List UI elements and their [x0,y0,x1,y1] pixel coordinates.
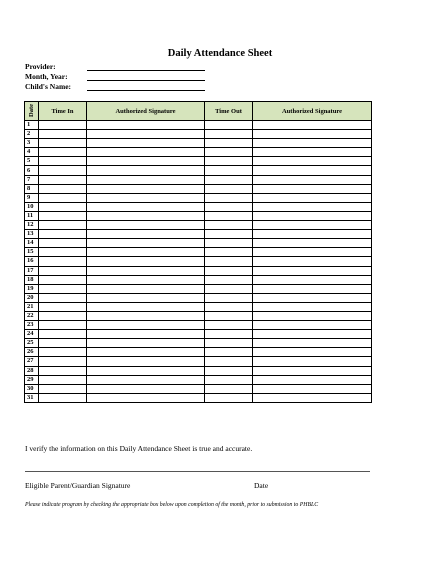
table-row [25,275,372,284]
signature-out-cell[interactable] [253,221,372,230]
time-in-cell[interactable] [39,302,87,311]
table-row [25,139,372,148]
signature-out-cell[interactable] [253,184,372,193]
signature-in-cell[interactable] [87,157,205,166]
time-out-cell[interactable] [205,348,253,357]
time-in-cell[interactable] [39,311,87,320]
signature-in-cell[interactable] [87,384,205,393]
table-row [25,293,372,302]
signature-in-cell[interactable] [87,348,205,357]
time-in-cell[interactable] [39,157,87,166]
day-number: 15 [25,248,39,257]
table-row [25,393,372,402]
time-out-cell[interactable] [205,148,253,157]
date-label: Date [254,481,269,490]
signature-out-cell[interactable] [253,121,372,130]
signature-in-cell[interactable] [87,139,205,148]
table-row [25,366,372,375]
time-in-cell[interactable] [39,248,87,257]
time-in-cell[interactable] [39,166,87,175]
table-row [25,130,372,139]
time-in-cell[interactable] [39,239,87,248]
time-in-cell[interactable] [39,130,87,139]
signature-in-cell[interactable] [87,357,205,366]
time-in-cell[interactable] [39,221,87,230]
time-out-cell[interactable] [205,184,253,193]
time-in-cell[interactable] [39,257,87,266]
childs-name-field[interactable] [87,90,205,91]
table-row [25,202,372,211]
time-in-cell[interactable] [39,293,87,302]
table-row [25,121,372,130]
table-row [25,266,372,275]
authorized-signature-header-2: Authorized Signature [253,102,372,121]
time-in-cell[interactable] [39,284,87,293]
table-row [25,248,372,257]
time-out-cell[interactable] [205,339,253,348]
signature-line[interactable] [25,471,370,472]
time-in-cell[interactable] [39,139,87,148]
signature-in-cell[interactable] [87,193,205,202]
signature-out-cell[interactable] [253,366,372,375]
signature-in-cell[interactable] [87,302,205,311]
day-number: 6 [25,166,39,175]
provider-field[interactable] [87,70,205,71]
time-in-cell[interactable] [39,266,87,275]
childs-name-label: Child's Name: [25,82,72,91]
signature-out-cell[interactable] [253,348,372,357]
day-number: 10 [25,202,39,211]
signature-out-cell[interactable] [253,321,372,330]
month-year-label: Month, Year: [25,72,68,81]
day-number: 17 [25,266,39,275]
day-number: 24 [25,330,39,339]
day-number: 22 [25,311,39,320]
signature-in-cell[interactable] [87,166,205,175]
table-row [25,302,372,311]
day-number: 29 [25,375,39,384]
time-out-cell[interactable] [205,157,253,166]
time-in-cell[interactable] [39,184,87,193]
day-number: 1 [25,121,39,130]
day-number: 5 [25,157,39,166]
authorized-signature-header: Authorized Signature [87,102,205,121]
time-in-cell[interactable] [39,275,87,284]
signature-in-cell[interactable] [87,330,205,339]
time-out-cell[interactable] [205,311,253,320]
time-in-cell[interactable] [39,348,87,357]
time-in-header: Time In [39,102,87,121]
signature-in-cell[interactable] [87,148,205,157]
time-out-cell[interactable] [205,248,253,257]
day-number: 16 [25,257,39,266]
time-out-cell[interactable] [205,230,253,239]
day-number: 4 [25,148,39,157]
time-in-cell[interactable] [39,366,87,375]
day-number: 2 [25,130,39,139]
time-in-cell[interactable] [39,330,87,339]
time-in-cell[interactable] [39,230,87,239]
page-title: Daily Attendance Sheet [167,48,273,59]
signature-out-cell[interactable] [253,193,372,202]
table-row [25,339,372,348]
signature-out-cell[interactable] [253,339,372,348]
signature-out-cell[interactable] [253,284,372,293]
signature-in-cell[interactable] [87,221,205,230]
signature-out-cell[interactable] [253,157,372,166]
day-number: 12 [25,221,39,230]
table-row [25,348,372,357]
signature-out-cell[interactable] [253,302,372,311]
signature-out-cell[interactable] [253,202,372,211]
time-out-cell[interactable] [205,293,253,302]
table-row [25,175,372,184]
table-row [25,311,372,320]
day-number: 25 [25,339,39,348]
signature-out-cell[interactable] [253,266,372,275]
time-out-cell[interactable] [205,130,253,139]
table-row [25,330,372,339]
time-out-cell[interactable] [205,384,253,393]
signature-in-cell[interactable] [87,202,205,211]
time-in-cell[interactable] [39,202,87,211]
time-out-cell[interactable] [205,211,253,220]
signature-in-cell[interactable] [87,366,205,375]
signature-out-cell[interactable] [253,257,372,266]
signature-in-cell[interactable] [87,130,205,139]
time-in-cell[interactable] [39,339,87,348]
signature-in-cell[interactable] [87,311,205,320]
time-out-cell[interactable] [205,302,253,311]
signature-out-cell[interactable] [253,166,372,175]
day-number: 13 [25,230,39,239]
day-number: 11 [25,211,39,220]
time-out-cell[interactable] [205,121,253,130]
table-row [25,257,372,266]
signature-out-cell[interactable] [253,393,372,402]
time-in-cell[interactable] [39,321,87,330]
signature-out-cell[interactable] [253,148,372,157]
signature-in-cell[interactable] [87,284,205,293]
day-number: 28 [25,366,39,375]
table-row [25,357,372,366]
signature-in-cell[interactable] [87,293,205,302]
time-in-cell[interactable] [39,375,87,384]
signature-in-cell[interactable] [87,393,205,402]
time-out-cell[interactable] [205,257,253,266]
day-number: 21 [25,302,39,311]
time-in-cell[interactable] [39,357,87,366]
table-row [25,166,372,175]
table-row [25,148,372,157]
signature-in-cell[interactable] [87,375,205,384]
time-out-cell[interactable] [205,366,253,375]
time-out-cell[interactable] [205,284,253,293]
table-row [25,193,372,202]
day-number: 9 [25,193,39,202]
signature-in-cell[interactable] [87,321,205,330]
time-out-cell[interactable] [205,275,253,284]
signature-out-cell[interactable] [253,139,372,148]
time-out-cell[interactable] [205,202,253,211]
day-number: 23 [25,321,39,330]
parent-signature-label: Eligible Parent/Guardian Signature [25,481,131,490]
signature-out-cell[interactable] [253,248,372,257]
day-number: 3 [25,139,39,148]
table-header-row [25,102,372,121]
provider-label: Provider: [25,62,56,71]
signature-in-cell[interactable] [87,239,205,248]
signature-in-cell[interactable] [87,175,205,184]
verify-statement: I verify the information on this Daily Attendance Sheet is true and accurate. [25,444,253,453]
day-number: 7 [25,175,39,184]
day-number: 27 [25,357,39,366]
table-row [25,239,372,248]
time-in-cell[interactable] [39,121,87,130]
signature-out-cell[interactable] [253,384,372,393]
signature-out-cell[interactable] [253,239,372,248]
table-row [25,321,372,330]
day-number: 20 [25,293,39,302]
signature-in-cell[interactable] [87,121,205,130]
signature-out-cell[interactable] [253,330,372,339]
signature-out-cell[interactable] [253,175,372,184]
time-out-cell[interactable] [205,175,253,184]
day-number: 26 [25,348,39,357]
program-note: Please indicate program by checking the appropriate box below upon completion of the month, prior to submission to PHBLC [25,502,319,508]
signature-in-cell[interactable] [87,266,205,275]
signature-in-cell[interactable] [87,184,205,193]
signature-in-cell[interactable] [87,257,205,266]
signature-out-cell[interactable] [253,211,372,220]
signature-in-cell[interactable] [87,275,205,284]
time-in-cell[interactable] [39,384,87,393]
month-year-field[interactable] [87,80,205,81]
time-in-cell[interactable] [39,148,87,157]
time-in-cell[interactable] [39,393,87,402]
signature-in-cell[interactable] [87,230,205,239]
table-row [25,184,372,193]
signature-out-cell[interactable] [253,230,372,239]
signature-in-cell[interactable] [87,339,205,348]
time-out-header: Time Out [205,102,253,121]
time-out-cell[interactable] [205,321,253,330]
time-out-cell[interactable] [205,221,253,230]
signature-in-cell[interactable] [87,211,205,220]
table-row [25,284,372,293]
date-header: Date [25,102,39,121]
time-out-cell[interactable] [205,139,253,148]
signature-out-cell[interactable] [253,130,372,139]
time-out-cell[interactable] [205,330,253,339]
time-out-cell[interactable] [205,266,253,275]
day-number: 30 [25,384,39,393]
time-in-cell[interactable] [39,175,87,184]
signature-out-cell[interactable] [253,375,372,384]
day-number: 19 [25,284,39,293]
signature-out-cell[interactable] [253,275,372,284]
time-out-cell[interactable] [205,193,253,202]
time-out-cell[interactable] [205,166,253,175]
day-number: 31 [25,393,39,402]
signature-out-cell[interactable] [253,293,372,302]
table-row [25,221,372,230]
time-out-cell[interactable] [205,357,253,366]
time-out-cell[interactable] [205,239,253,248]
day-number: 14 [25,239,39,248]
day-number: 18 [25,275,39,284]
time-out-cell[interactable] [205,375,253,384]
signature-out-cell[interactable] [253,311,372,320]
table-row [25,230,372,239]
attendance-table [24,101,372,403]
table-row [25,157,372,166]
day-number: 8 [25,184,39,193]
time-in-cell[interactable] [39,211,87,220]
time-out-cell[interactable] [205,393,253,402]
signature-out-cell[interactable] [253,357,372,366]
table-row [25,211,372,220]
table-row [25,375,372,384]
time-in-cell[interactable] [39,193,87,202]
table-row [25,384,372,393]
signature-in-cell[interactable] [87,248,205,257]
